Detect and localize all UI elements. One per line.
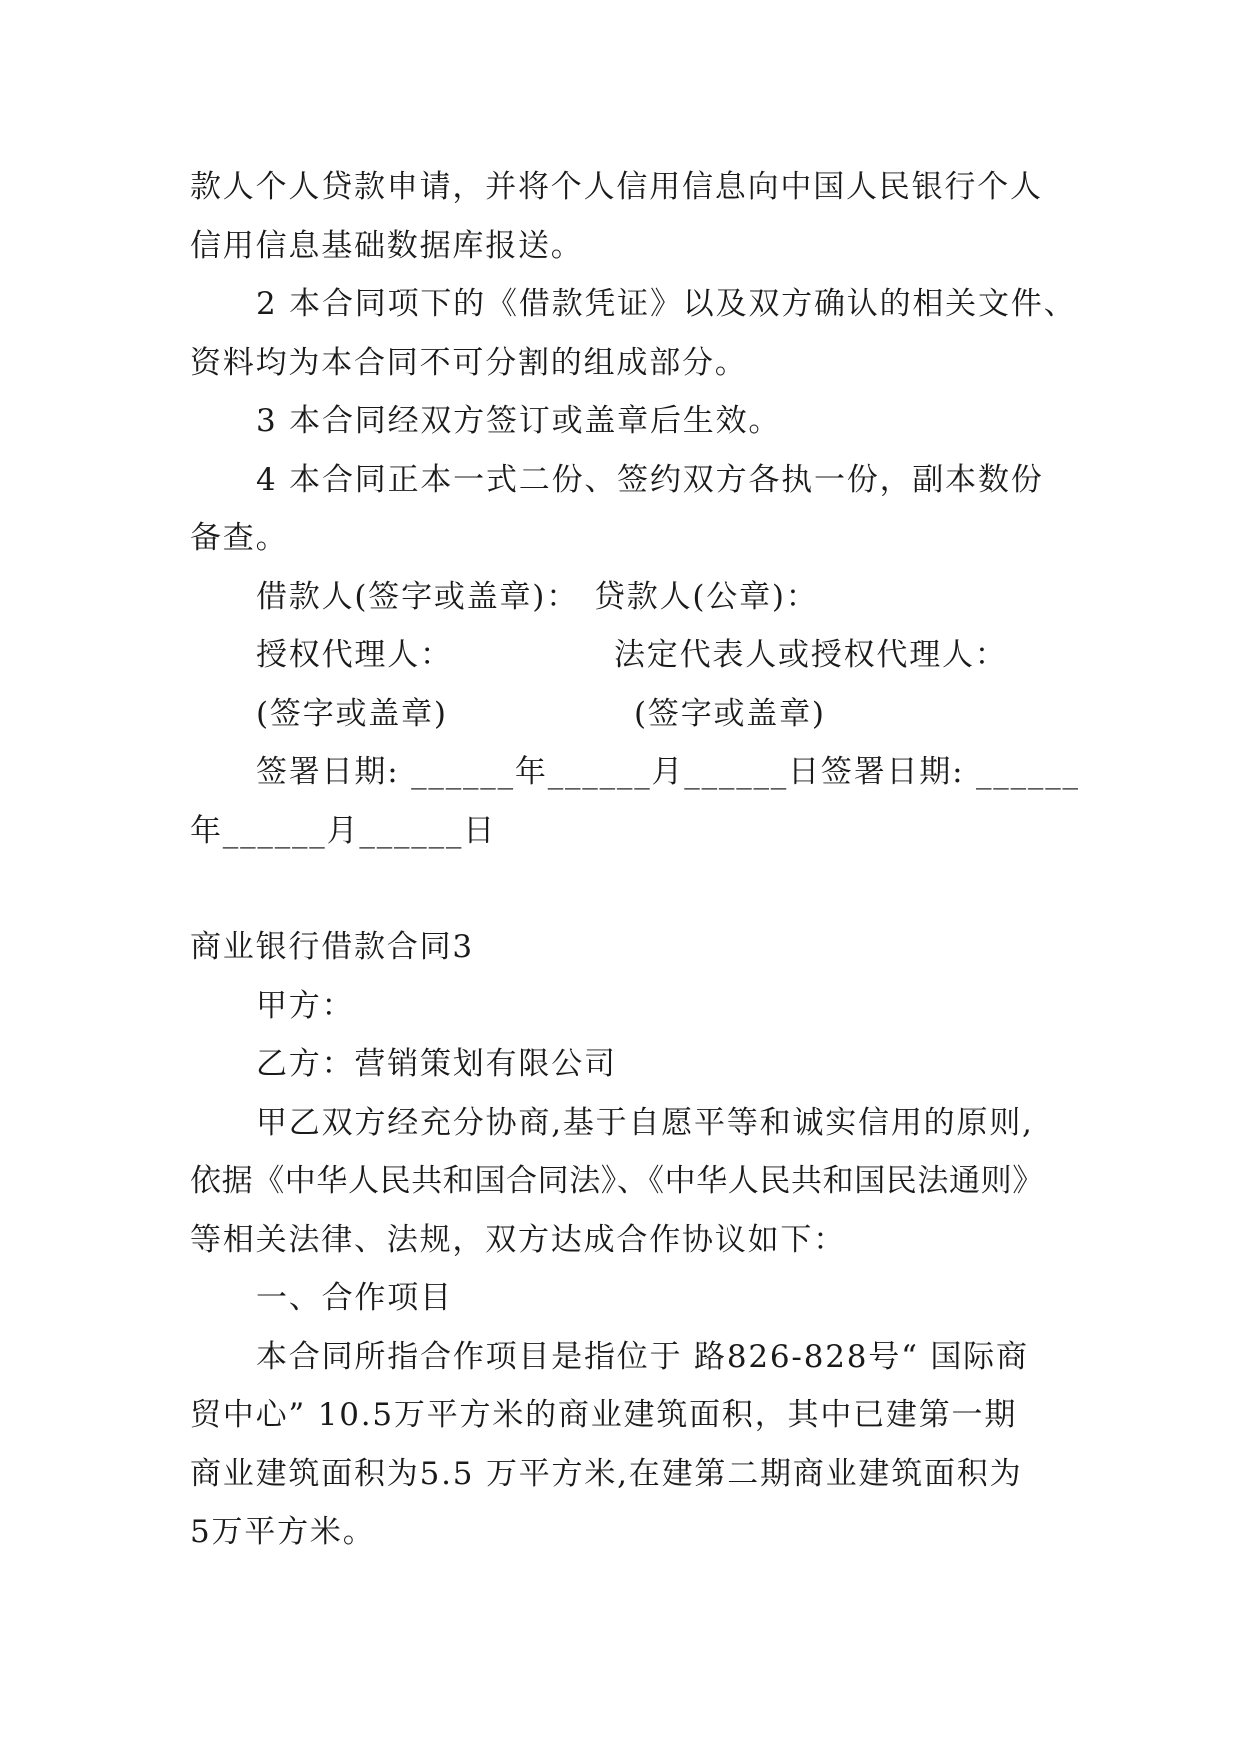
intro-line-1: 甲乙双方经充分协商,基于自愿平等和诚实信用的原则, <box>256 1104 1034 1141</box>
section-1-line-4: 5万平方米。 <box>190 1514 376 1550</box>
agent-label: 授权代理人： <box>256 637 453 673</box>
party-b-line: 乙方：营销策划有限公司 <box>256 1046 617 1082</box>
section-1-line-3: 商业建筑面积为5.5 万平方米,在建第二期商业建筑面积为 <box>190 1455 1023 1492</box>
section-1-line-2: 贸中心” 10.5万平方米的商业建筑面积，其中已建第一期 <box>190 1397 1018 1433</box>
borrower-signature-label: 借款人(签字或盖章)： <box>256 578 579 615</box>
clause-3: 3 本合同经双方签订或盖章后生效。 <box>256 403 782 439</box>
intro-line-3: 等相关法律、法规，双方达成合作协议如下： <box>190 1221 846 1258</box>
party-a-line: 甲方： <box>256 987 355 1024</box>
clause-2-line-1: 2 本合同项下的《借款凭证》以及双方确认的相关文件、 <box>256 286 1077 322</box>
clause-2-line-2: 资料均为本合同不可分割的组成部分。 <box>190 344 748 381</box>
clause-1-tail-line-2: 信用信息基础数据库报送。 <box>190 227 584 264</box>
lender-seal-label: 贷款人(公章)： <box>594 578 819 615</box>
sign-or-seal-right: (签字或盖章) <box>634 695 826 732</box>
legal-representative-label: 法定代表人或授权代理人： <box>614 637 1008 673</box>
section-1-line-1: 本合同所指合作项目是指位于 路826-828号“ 国际商 <box>256 1338 1029 1375</box>
clause-4-line-1: 4 本合同正本一式二份、签约双方各执一份，副本数份 <box>256 461 1044 498</box>
signature-row-2 <box>190 626 1050 685</box>
clause-1-tail-line-1: 款人个人贷款申请，并将个人信用信息向中国人民银行个人 <box>190 169 1043 205</box>
section-spacer <box>190 860 1050 918</box>
signature-row-1 <box>190 568 1050 627</box>
signature-row-3 <box>190 685 1050 744</box>
signing-date-line-1: 签署日期: ______年______月______日签署日期: ______ <box>256 754 1080 790</box>
intro-line-2: 依据《中华人民共和国合同法》、《中华人民共和国民法通则》 <box>190 1163 1044 1199</box>
document-page <box>190 158 1080 1562</box>
signing-date-line-2: 年______月______日 <box>190 812 496 849</box>
contract-3-title: 商业银行借款合同3 <box>190 929 474 965</box>
section-1-heading: 一、合作项目 <box>256 1280 453 1316</box>
sign-or-seal-left: (签字或盖章) <box>256 695 448 732</box>
clause-4-line-2: 备查。 <box>190 520 289 556</box>
